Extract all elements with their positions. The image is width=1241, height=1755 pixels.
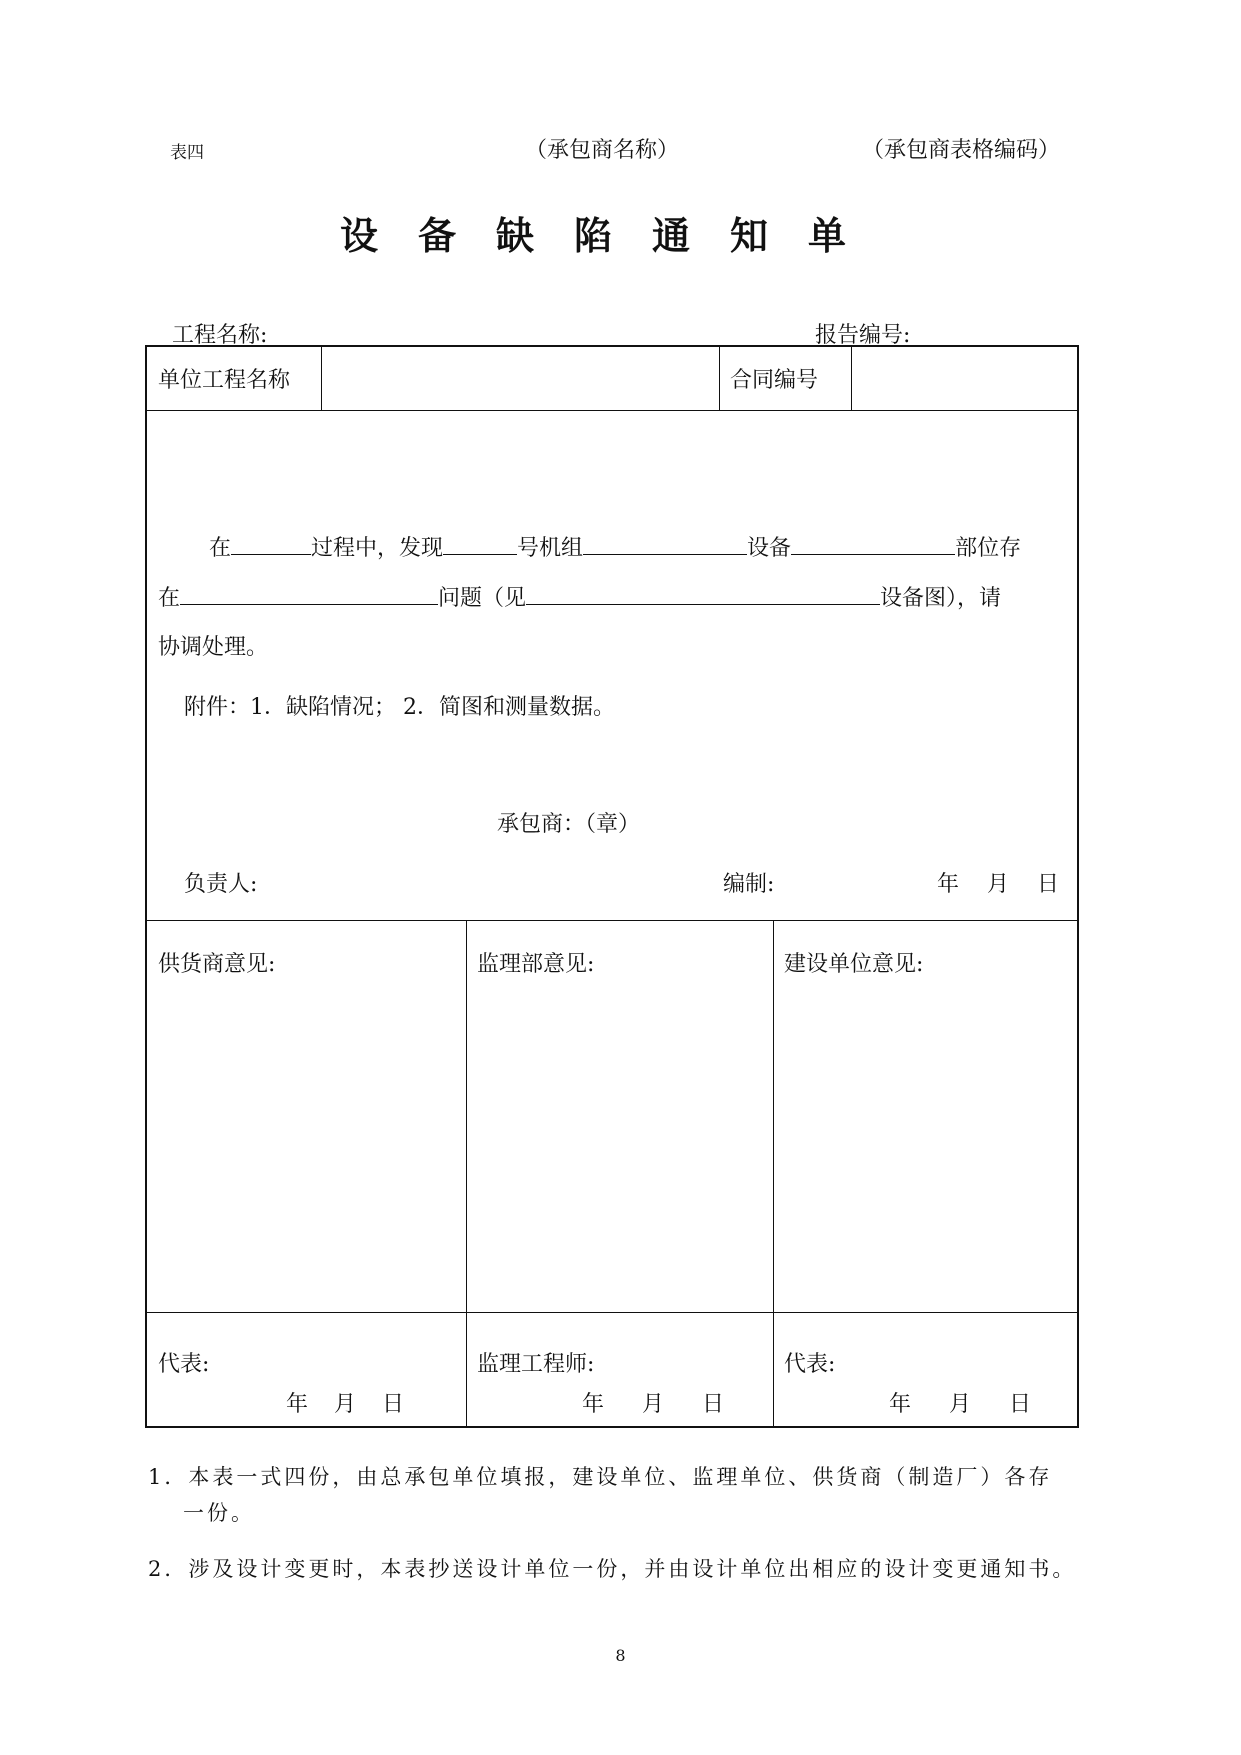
year-label: 年	[286, 1392, 309, 1417]
body-text: 部位存	[955, 536, 1022, 561]
supervisor-engineer-label: 监理工程师:	[477, 1352, 595, 1377]
body-text: 在	[158, 586, 181, 611]
project-name-label: 工程名称:	[172, 323, 268, 348]
process-blank[interactable]	[231, 530, 311, 555]
supervisor-sign-date	[582, 1387, 724, 1418]
supplier-opinion-label: 供货商意见:	[158, 952, 276, 977]
defect-notice-table	[145, 345, 1079, 1428]
body-text: 号机组	[517, 536, 584, 561]
problem-blank[interactable]	[180, 580, 438, 605]
day-label: 日	[1037, 872, 1060, 897]
owner-opinion-label: 建设单位意见:	[784, 952, 924, 977]
owner-sign-date	[889, 1387, 1031, 1418]
supplier-rep-label: 代表:	[158, 1352, 210, 1377]
owner-rep-label: 代表:	[784, 1352, 836, 1377]
note-1-line-1: 1．本表一式四份，由总承包单位填报，建设单位、监理单位、供货商（制造厂）各存	[148, 1465, 1053, 1489]
col-divider	[466, 920, 467, 1428]
body-line-2	[158, 580, 1001, 612]
body-text: 设备图），请	[880, 586, 1002, 611]
body-line-3: 协调处理。	[158, 635, 269, 660]
body-text: 过程中，发现	[311, 536, 444, 561]
body-text: 在	[209, 536, 232, 561]
body-text: 问题（见	[438, 586, 527, 611]
compile-date	[937, 867, 1059, 898]
compiler-label: 编制:	[723, 872, 775, 897]
report-number-label: 报告编号:	[815, 323, 911, 348]
year-label: 年	[937, 872, 960, 897]
unit-project-name-label: 单位工程名称	[158, 368, 291, 393]
col-divider	[719, 347, 720, 410]
unit-number-blank[interactable]	[443, 530, 517, 555]
contractor-seal: 承包商：（章）	[497, 812, 641, 837]
row-divider	[147, 920, 1077, 921]
contractor-form-code: （承包商表格编码）	[862, 138, 1061, 163]
col-divider	[321, 347, 322, 410]
month-label: 月	[987, 872, 1010, 897]
col-divider	[773, 920, 774, 1428]
note-2: 2．涉及设计变更时，本表抄送设计单位一份，并由设计单位出相应的设计变更通知书。	[148, 1557, 1077, 1581]
col-divider	[851, 347, 852, 410]
contractor-name: （承包商名称）	[525, 138, 680, 163]
row-divider	[147, 1312, 1077, 1313]
day-label: 日	[702, 1392, 725, 1417]
note-1-line-2: 一份。	[183, 1501, 255, 1525]
equipment-blank[interactable]	[583, 530, 747, 555]
body-text: 设备	[747, 536, 792, 561]
year-label: 年	[889, 1392, 912, 1417]
contract-number-field[interactable]	[862, 355, 1067, 403]
supervisor-opinion-label: 监理部意见:	[477, 952, 595, 977]
month-label: 月	[642, 1392, 665, 1417]
form-number: 表四	[170, 143, 204, 163]
drawing-blank[interactable]	[526, 580, 880, 605]
month-label: 月	[334, 1392, 357, 1417]
location-blank[interactable]	[791, 530, 955, 555]
day-label: 日	[382, 1392, 405, 1417]
page-number: 8	[615, 1646, 626, 1665]
body-line-1	[209, 530, 1021, 562]
unit-project-name-field[interactable]	[337, 355, 707, 403]
day-label: 日	[1009, 1392, 1032, 1417]
supplier-sign-date	[286, 1387, 404, 1418]
contract-number-label: 合同编号	[730, 368, 819, 393]
year-label: 年	[582, 1392, 605, 1417]
row-divider	[147, 410, 1077, 411]
month-label: 月	[949, 1392, 972, 1417]
attachments-text: 附件：1．缺陷情况； 2．简图和测量数据。	[184, 695, 615, 720]
document-title: 设备缺陷通知单	[340, 213, 887, 258]
responsible-person-label: 负责人:	[184, 872, 258, 897]
